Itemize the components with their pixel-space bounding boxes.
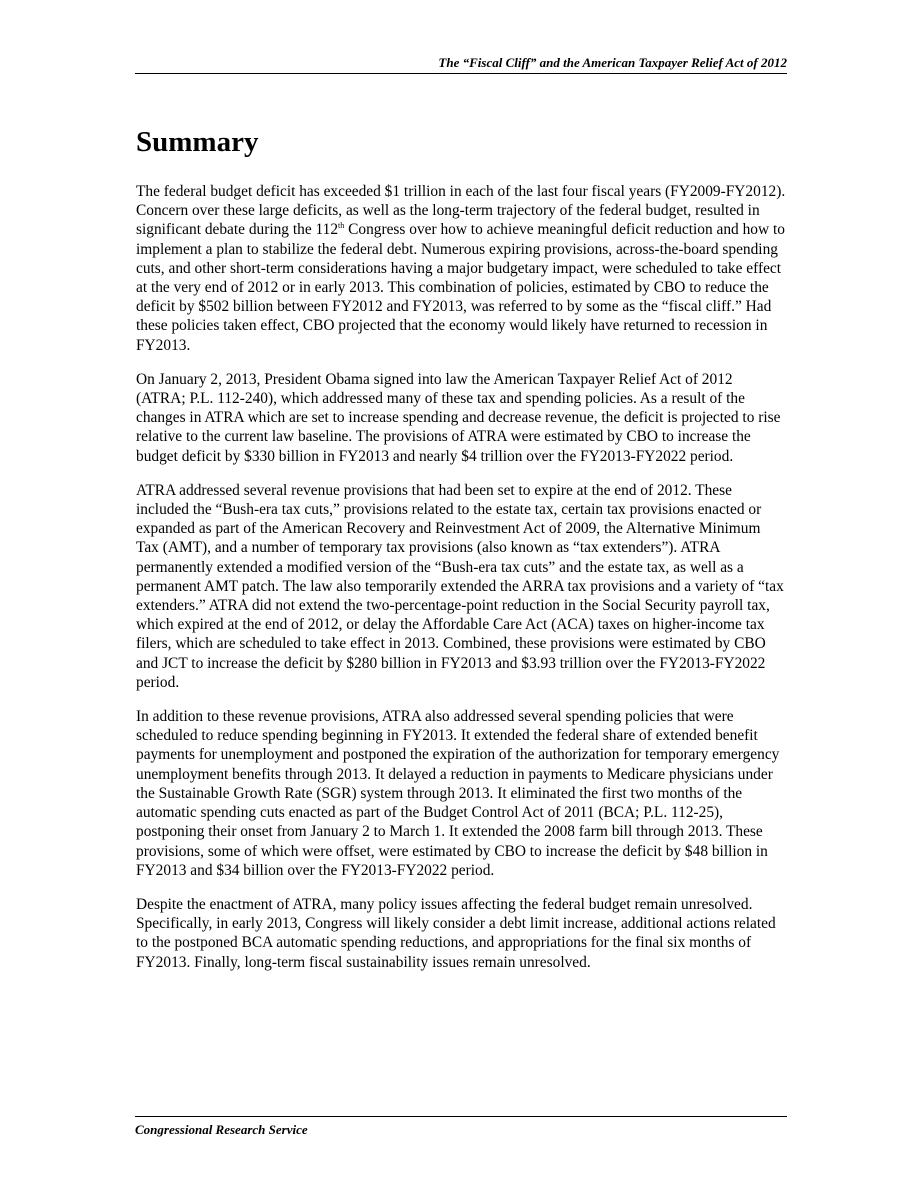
running-footer (135, 1116, 787, 1139)
ordinal-suffix: th (338, 221, 345, 231)
summary-paragraph-1 (136, 182, 786, 355)
paragraph-1-text-end: Congress over how to achieve meaningful deficit reduction and how to implement a plan to stabilize the federal debt. Numerous expiring provisions, across-the-board spending cuts, and other short-term considerations having a major budgetary impact, were scheduled to take effect at the very end of 2012 or in early 2013. This combination of policies, estimated by CBO to reduce the deficit by $502 billion between FY2012 and FY2013, was referred to by some as the “fiscal cliff.” Had these policies taken effect, CBO projected that the economy would likely have returned to recession in FY2013. (136, 221, 785, 354)
section-heading: Summary (136, 126, 259, 158)
running-header-title: The “Fiscal Cliff” and the American Taxpayer Relief Act of 2012 (438, 55, 787, 70)
summary-paragraph-3: ATRA addressed several revenue provisions that had been set to expire at the end of 2012. These included the “Bush-era tax cuts,” provisions related to the estate tax, certain tax provisions enacted or expanded as part of the American Recovery and Reinvestment Act of 2009, the Alternative Minimum Tax (AMT), and a number of temporary tax provisions (also known as “tax extenders”). ATRA permanently extended a modified version of the “Bush-era tax cuts” and the estate tax, as well as a permanent AMT patch. The law also temporarily extended the ARRA tax provisions and a variety of “tax extenders.” ATRA did not extend the two-percentage-point reduction in the Social Security payroll tax, which expired at the end of 2012, or delay the Affordable Care Act (ACA) taxes on higher-income tax filers, which are scheduled to take effect in 2013. Combined, these provisions were estimated by CBO and JCT to increase the deficit by $280 billion in FY2013 and $3.93 trillion over the FY2013-FY2022 period. (136, 481, 784, 691)
summary-paragraph-2: On January 2, 2013, President Obama signed into law the American Taxpayer Relief Act of 2012 (ATRA; P.L. 112-240), which addressed many of these tax and spending policies. As a result of the changes in ATRA which are set to increase spending and decrease revenue, the deficit is projected to rise relative to the current law baseline. The provisions of ATRA were estimated by CBO to increase the budget deficit by $330 billion in FY2013 and nearly $4 trillion over the FY2013-FY2022 period. (136, 370, 781, 465)
paragraph-1-text-start: The federal budget deficit has exceeded $1 trillion in each of the last four fiscal years (FY2009-FY2012). Concern over these large deficits, as well as the long-term trajectory of the federal budget, resulted in significant debate during the 112 (136, 183, 786, 239)
summary-section (136, 124, 786, 987)
running-header (135, 54, 787, 74)
footer-publisher: Congressional Research Service (135, 1122, 308, 1137)
summary-paragraph-5: Despite the enactment of ATRA, many policy issues affecting the federal budget remain unresolved. Specifically, in early 2013, Congress will likely consider a debt limit increase, additional actions related to the postponed BCA automatic spending reductions, and appropriations for the final six months of FY2013. Finally, long-term fiscal sustainability issues remain unresolved. (136, 895, 776, 971)
summary-paragraph-4: In addition to these revenue provisions, ATRA also addressed several spending policies that were scheduled to reduce spending beginning in FY2013. It extended the federal share of extended benefit payments for unemployment and postponed the expiration of the authorization for temporary emergency unemployment benefits through 2013. It delayed a reduction in payments to Medicare physicians under the Sustainable Growth Rate (SGR) system through 2013. It eliminated the first two months of the automatic spending cuts enacted as part of the Budget Control Act of 2011 (BCA; P.L. 112-25), postponing their onset from January 2 to March 1. It extended the 2008 farm bill through 2013. These provisions, some of which were offset, were estimated by CBO to increase the deficit by $48 billion in FY2013 and $34 billion over the FY2013-FY2022 period. (136, 708, 780, 879)
